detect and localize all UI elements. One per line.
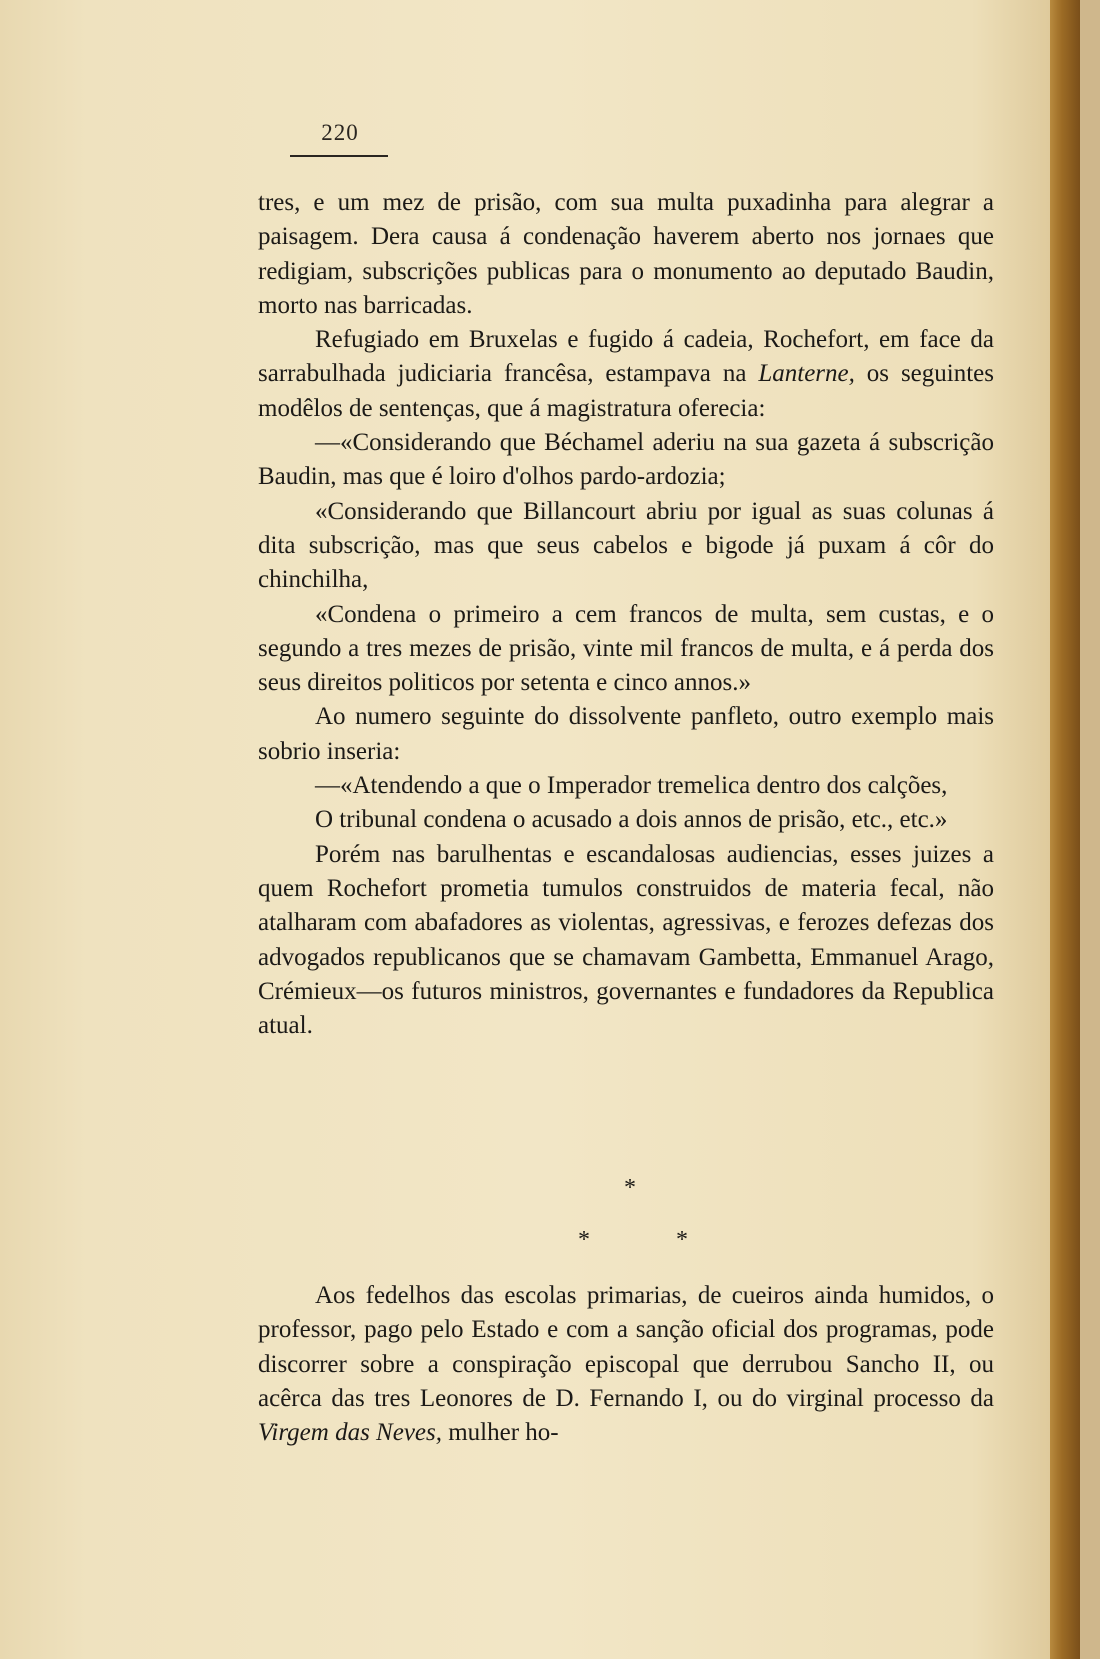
paragraph: «Condena o primeiro a cem francos de multa, sem custas, e o segundo a tres mezes de prisão, vinte mil francos de multa, e á perda dos seus direitos politicos por setenta e cinco annos.»: [258, 600, 994, 697]
paragraph: tres, e um mez de prisão, com sua multa puxadinha para alegrar a paisagem. Dera causa á condenação haverem aberto nos jornaes que redigiam, subscrições publicas para o monumento ao deputado Baudin, morto nas barricadas.: [258, 189, 994, 319]
asterism-top: *: [624, 1175, 636, 1201]
paragraph: O tribunal condena o acusado a dois annos de prisão, etc., etc.»: [315, 806, 948, 834]
paragraph-text: Refugiado em Bruxelas e fugido á cadeia, Rochefort, em face da sarrabulhada judiciaria francêsa, estampava na: [258, 326, 994, 388]
header-rule: [290, 155, 388, 157]
paragraph: Ao numero seguinte do dissolvente panfleto, outro exemplo mais sobrio inseria:: [258, 703, 994, 765]
final-text: [258, 1279, 994, 1450]
page-number: 220: [321, 120, 359, 145]
asterism-bottom: [578, 1227, 688, 1254]
paragraph: —«Atendendo a que o Imperador tremelica dentro dos calções,: [315, 772, 948, 800]
paragraph: —«Considerando que Béchamel aderiu na sua gazeta á subscrição Baudin, mas que é loiro d'olhos pardo-ardozia;: [258, 429, 994, 491]
paragraph: Porém nas barulhentas e escandalosas audiencias, esses juizes a quem Rochefort prometia tumulos construidos de materia fecal, não atalharam com abafadores as violentas, agressivas, e ferozes defezas dos advogados republicanos que se chamavam Gambetta, Emmanuel Arago, Crémieux—os futuros ministros, governantes e fundadores da Republica atual.: [258, 840, 994, 1040]
paragraph-text: os seguintes modêlos de sentenças, que á magistratura oferecia:: [258, 360, 994, 422]
asterisk: *: [578, 1227, 590, 1253]
paragraph-text: mulher ho-: [448, 1419, 559, 1447]
paragraph-text: Aos fedelhos das escolas primarias, de cueiros ainda humidos, o professor, pago pelo Estado e com a sanção oficial dos programas, pode discorrer sobre a conspiração episcopal que derrubou Sancho II, ou acêrca das tres Leonores de D. Fernando I, ou do virginal processo da: [258, 1282, 994, 1412]
paragraph: [258, 1279, 994, 1450]
paragraph: [258, 323, 994, 426]
italic-title: Lanterne,: [758, 360, 855, 388]
main-text: [258, 186, 994, 1043]
italic-title: Virgem das Neves,: [258, 1419, 442, 1447]
page-edge: [1050, 0, 1080, 1659]
asterisk: *: [676, 1227, 688, 1253]
paragraph: «Considerando que Billancourt abriu por igual as suas colunas á dita subscrição, mas que seus cabelos e bigode já puxam á côr do chinchilha,: [258, 497, 994, 594]
